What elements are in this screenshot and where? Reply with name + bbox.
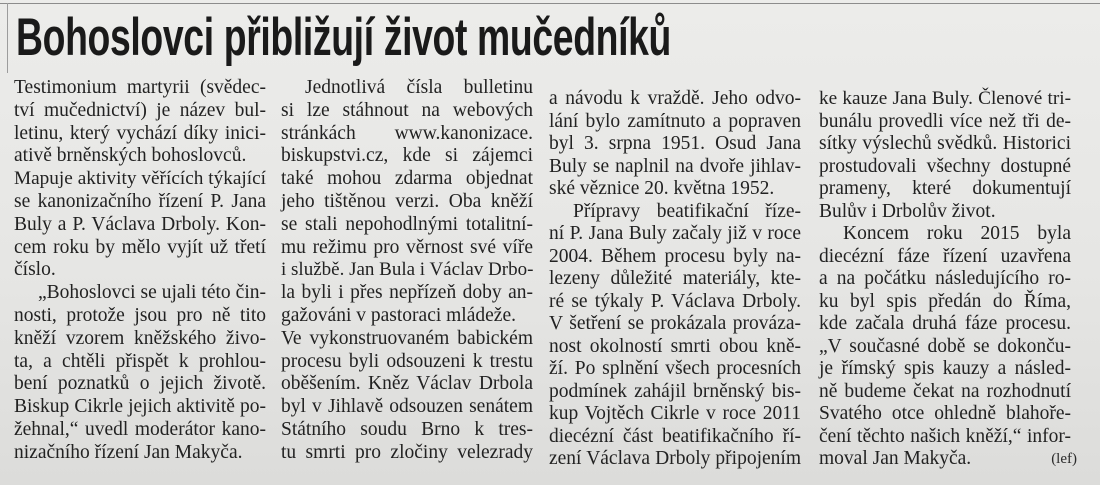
article-line: si lze stáhnout na webových <box>281 99 533 121</box>
article-line: je římský spis kauzy a násled- <box>819 358 1071 379</box>
article-line: Koncem roku 2015 byla <box>843 223 1071 244</box>
headline: Bohoslovci přibližují život mučedníků <box>16 8 671 67</box>
article-line: byl v Jihlavě odsouzen senátem <box>281 396 533 418</box>
article-line: letinu, který vychází díky inici- <box>14 122 266 144</box>
article-line: ží. Po splnění všech procesních <box>549 358 801 379</box>
article-line: Státního soudu Brno k tres- <box>281 418 533 440</box>
article-line: Buly se naplnil na dvoře jihlav- <box>549 155 801 177</box>
article-line: ré se týkaly P. Václava Drboly. <box>549 290 801 312</box>
article-line: ní P. Jana Buly začaly již v roce <box>549 223 801 244</box>
article-line: V šetření se prokázala prováza- <box>549 313 801 334</box>
article-line: prostudovali všechny dostupné <box>819 155 1071 177</box>
article-line: jeho tištěnou verzi. Oba kněží <box>281 190 533 212</box>
article-line: Buly a P. Václava Drboly. Kon- <box>14 213 266 235</box>
article-line: stránkách www.kanonizace. <box>281 122 533 144</box>
article-line: 2004. Během procesu byly na- <box>549 245 801 267</box>
article-line: číslo. <box>14 259 56 281</box>
article-line: Ve vykonstruovaném babickém <box>281 327 533 349</box>
article-line: také mohou zdarma objednat <box>281 168 533 190</box>
article-line: ně budeme čekat na rozhodnutí <box>819 380 1071 402</box>
article-line: tví mučednictví) je název bul- <box>14 99 266 121</box>
article-line: lání bylo zamítnuto a popraven <box>549 110 801 132</box>
article-line: mu režimu pro věrnost své víře <box>281 236 533 258</box>
article-line: tu smrti pro zločiny velezrady <box>281 441 533 463</box>
article-line: lezeny důležité materiály, kte- <box>549 268 801 289</box>
article-line: podmínek zahájil brněnský bis- <box>549 380 801 402</box>
article-line: ku byl spis předán do Říma, <box>819 290 1071 312</box>
article-line: bení poznatků o jejich životě. <box>14 373 266 395</box>
headline-block <box>16 8 671 68</box>
article-line: Testimonium martyrii (svědec- <box>14 77 266 98</box>
article-line: se stali nepohodlnými totalitní- <box>281 213 533 235</box>
article-line: Biskup Cikrle jejich aktivitě po- <box>14 396 266 418</box>
article-line: a na počátku následujícího ro- <box>819 268 1071 289</box>
article-line: kněží vzorem kněžského živo- <box>14 327 266 349</box>
article-line: žehnal,“ uvedl moderátor kano- <box>14 418 266 440</box>
article-line: la byli i přes nepřízeň doby an- <box>281 282 533 304</box>
article-line: diecézní fáze řízení uzavřena <box>819 245 1071 267</box>
article-line: biskupstvi.cz, kde si zájemci <box>281 145 533 167</box>
article-line: ta, a chtěli přispět k prohlou- <box>14 350 266 372</box>
article-line: ské věznice 20. května 1952. <box>549 178 775 199</box>
article-line: oběšením. Kněz Václav Drbola <box>281 373 533 395</box>
article-line: Svatého otce ohledně blahoře- <box>819 403 1071 424</box>
article-line: procesu byli odsouzeni k trestu <box>281 350 533 372</box>
article-line: sítky výslechů svědků. Historici <box>819 133 1071 154</box>
article-line: ativě brněnských bohoslovců. <box>14 145 247 167</box>
article-line: Jednotlivá čísla bulletinu <box>305 77 533 98</box>
article-line: „Bohoslovci se ujali této čin- <box>38 282 266 304</box>
byline: (lef) <box>1051 451 1077 467</box>
article-line: zení Václava Drboly připojením <box>549 448 801 469</box>
article-line: diecézní část beatifikačního ří- <box>549 425 801 447</box>
article-line: „V současné době se dokonču- <box>819 335 1071 357</box>
article-line: prameny, které dokumentují <box>819 178 1071 199</box>
article-line: Mapuje aktivity věřících týkající <box>14 168 266 190</box>
article-line: kde začala druhá fáze procesu. <box>819 313 1071 334</box>
article-line: moval Jan Makyča. <box>819 448 972 469</box>
article-line: nost okolností smrti obou kně- <box>549 335 801 357</box>
article-column <box>819 88 1077 471</box>
article-column <box>14 77 266 465</box>
article-line: bunálu provedli více než tři de- <box>819 110 1071 132</box>
article-line: cem roku by mělo vyjít už třetí <box>14 236 266 258</box>
article-line: kup Vojtěch Cikrle v roce 2011 <box>549 403 801 424</box>
top-rule <box>0 3 1100 4</box>
article-line: nosti, protože jsou pro ně tito <box>14 304 266 326</box>
article-line: i službě. Jan Bula i Václav Drbo- <box>281 259 534 281</box>
article-line: nizačního řízení Jan Makyča. <box>14 441 243 463</box>
left-rule <box>7 3 8 73</box>
article-line: byl 3. srpna 1951. Osud Jana <box>549 133 801 154</box>
article-column <box>281 77 533 465</box>
article-line: Přípravy beatifikační říze- <box>573 200 801 222</box>
article-line: ke kauze Jana Buly. Členové tri- <box>819 88 1071 109</box>
article-line: Bulův i Drbolův život. <box>819 200 996 222</box>
article-line: čení těchto našich kněží,“ infor- <box>819 425 1071 447</box>
article-column <box>549 88 801 471</box>
article-line: a návodu k vraždě. Jeho odvo- <box>549 88 801 109</box>
article-line: gažováni v pastoraci mládeže. <box>281 304 516 326</box>
article-line: se kanonizačního řízení P. Jana <box>14 190 266 212</box>
